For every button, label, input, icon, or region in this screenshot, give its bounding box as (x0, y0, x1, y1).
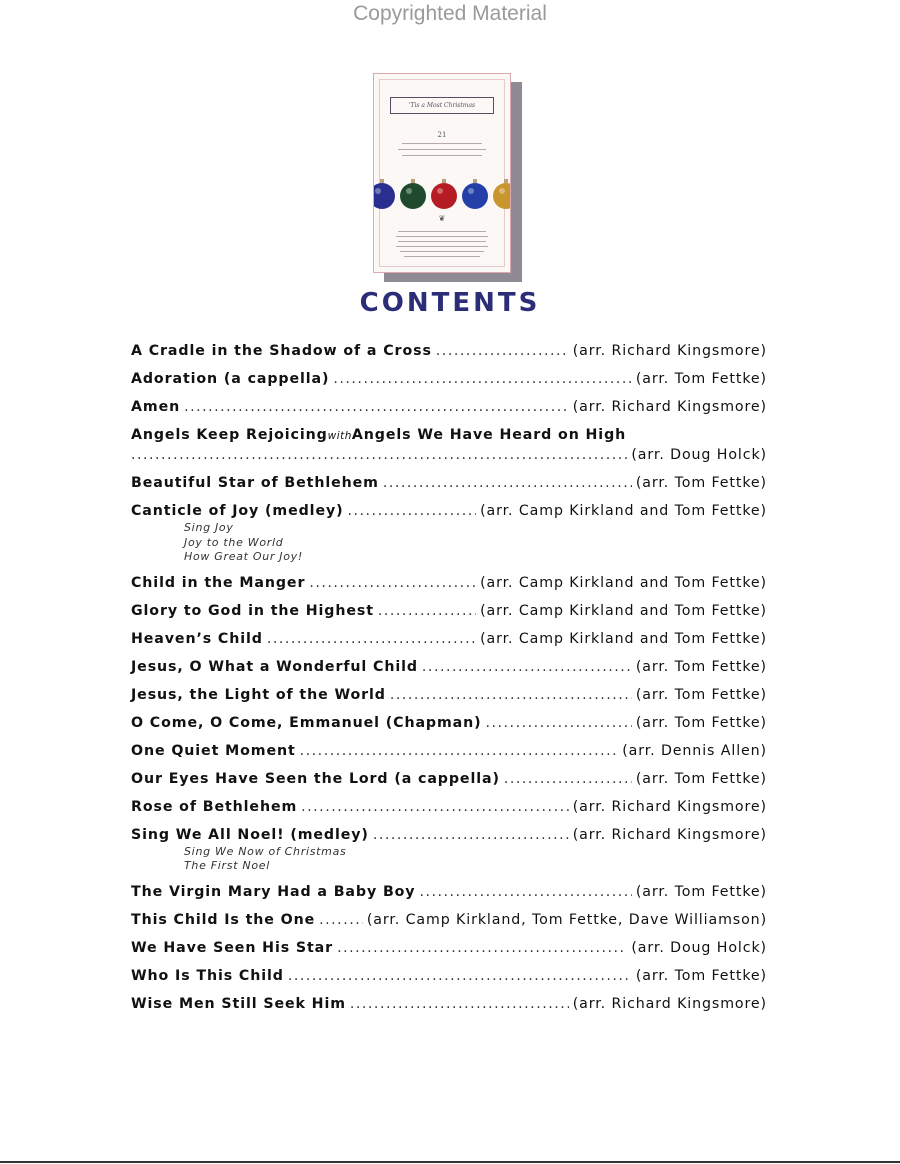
arranger-credit: (arr. Richard Kingsmore) (572, 343, 767, 359)
arranger-credit: (arr. Tom Fettke) (635, 770, 767, 787)
toc-entry (131, 398, 767, 417)
ornament-highlight (499, 188, 505, 194)
toc-leader-row (131, 446, 767, 465)
toc-entry (131, 826, 767, 874)
ornament-cap (380, 179, 384, 183)
dot-leader (486, 714, 632, 733)
song-title: O Come, O Come, Emmanuel (Chapman) (131, 714, 482, 731)
dot-leader (504, 770, 632, 789)
song-title: Angels Keep Rejoicing (131, 427, 328, 443)
song-title: Sing We All Noel! (medley) (131, 826, 369, 843)
dot-leader (300, 742, 619, 761)
song-title: Canticle of Joy (medley) (131, 503, 344, 519)
song-title: The Virgin Mary Had a Baby Boy (131, 883, 416, 900)
dot-leader (436, 342, 569, 361)
toc-row (131, 370, 767, 389)
ornament-ball (400, 183, 426, 209)
ornament-cap (473, 179, 477, 183)
dot-leader (419, 883, 631, 902)
dot-leader (390, 686, 632, 705)
ornament-cap (411, 179, 415, 183)
medley-song: How Great Our Joy! (184, 550, 304, 563)
arranger-credit: (arr. Doug Holck) (631, 447, 767, 463)
song-title: Glory to God in the Highest (131, 602, 374, 619)
toc-entry (131, 798, 767, 817)
ornament-ball (462, 183, 488, 209)
cover-text-line (398, 149, 486, 150)
toc-entry (131, 911, 767, 930)
dot-leader (348, 502, 477, 521)
toc-row (131, 658, 767, 677)
toc-entry (131, 342, 767, 361)
toc-entry (131, 770, 767, 789)
book-cover (373, 73, 511, 273)
dot-leader (301, 798, 569, 817)
dot-leader (319, 911, 363, 930)
toc-row (131, 911, 767, 930)
toc-row (131, 574, 767, 593)
cover-title-band (390, 97, 494, 114)
song-title: Wise Men Still Seek Him (131, 995, 346, 1012)
arranger-credit: (arr. Tom Fettke) (635, 658, 767, 675)
ornament-ball (493, 183, 511, 209)
toc-row (131, 939, 767, 958)
cover-text-line (400, 251, 484, 252)
medley-contents (131, 845, 767, 874)
song-title: Amen (131, 399, 181, 415)
toc-row (131, 883, 767, 902)
toc-row (131, 770, 767, 789)
song-title: A Cradle in the Shadow of a Cross (131, 343, 432, 359)
toc-entry (131, 602, 767, 621)
medley-song: The First Noel (184, 859, 270, 872)
toc-entry (131, 474, 767, 493)
ornament-ball (374, 183, 395, 209)
arranger-credit: (arr. Richard Kingsmore) (572, 798, 767, 815)
toc-title-row (131, 426, 767, 446)
dot-leader (422, 658, 632, 677)
toc-row (131, 686, 767, 705)
toc-row (131, 798, 767, 817)
dot-leader (184, 398, 569, 417)
ornament-ball (431, 183, 457, 209)
toc-entry (131, 742, 767, 761)
contents-heading: CONTENTS (359, 288, 541, 318)
ornament-cap (504, 179, 508, 183)
song-title: Adoration (a cappella) (131, 371, 330, 387)
dot-leader (373, 826, 569, 845)
title-joiner: with (327, 430, 352, 442)
dot-leader (131, 446, 627, 465)
toc-entry (131, 502, 767, 565)
cover-text-line (404, 256, 480, 257)
song-title: Heaven’s Child (131, 630, 263, 647)
page-bottom-rule (0, 1161, 900, 1163)
arranger-credit: (arr. Richard Kingsmore) (572, 826, 767, 843)
toc-row (131, 602, 767, 621)
ornament-highlight (375, 188, 381, 194)
table-of-contents (131, 342, 767, 1023)
toc-row (131, 995, 767, 1014)
cover-title: 'Tis a Most Christmas (408, 102, 476, 109)
toc-entry (131, 630, 767, 649)
song-title: We Have Seen His Star (131, 939, 334, 956)
song-title: Who Is This Child (131, 967, 284, 984)
dot-leader (383, 474, 632, 493)
arranger-credit: (arr. Tom Fettke) (635, 967, 767, 984)
toc-row (131, 967, 767, 986)
arranger-credit: (arr. Tom Fettke) (635, 714, 767, 731)
toc-entry (131, 370, 767, 389)
medley-song: Sing We Now of Christmas (184, 844, 347, 858)
song-title: Beautiful Star of Bethlehem (131, 475, 379, 491)
cover-text-line (398, 231, 486, 232)
medley-song: Joy to the World (184, 535, 284, 549)
toc-entry (131, 714, 767, 733)
arranger-credit: (arr. Camp Kirkland, Tom Fettke, Dave Williamson) (366, 911, 767, 928)
dot-leader (267, 630, 476, 649)
toc-row (131, 342, 767, 361)
cover-text-line (402, 155, 482, 156)
song-title: Our Eyes Have Seen the Lord (a cappella) (131, 770, 500, 787)
dot-leader (309, 574, 476, 593)
arranger-credit: (arr. Camp Kirkland and Tom Fettke) (480, 503, 767, 519)
song-title: One Quiet Moment (131, 742, 296, 759)
cover-text-line (398, 241, 486, 242)
cover-ornament-glyph: ❦ (438, 214, 446, 223)
medley-song: Sing Joy (184, 521, 234, 534)
arranger-credit: (arr. Tom Fettke) (635, 686, 767, 703)
toc-entry (131, 658, 767, 677)
arranger-credit: (arr. Dennis Allen) (622, 742, 767, 759)
toc-entry (131, 574, 767, 593)
song-title: Child in the Manger (131, 574, 306, 591)
arranger-credit: (arr. Tom Fettke) (635, 883, 767, 900)
toc-entry (131, 995, 767, 1014)
toc-row (131, 398, 767, 417)
song-title: This Child Is the One (131, 911, 316, 928)
arranger-credit: (arr. Richard Kingsmore) (572, 399, 767, 415)
dot-leader (337, 939, 627, 958)
arranger-credit: (arr. Richard Kingsmore) (572, 995, 767, 1012)
arranger-credit: (arr. Tom Fettke) (635, 371, 767, 387)
dot-leader (333, 370, 631, 389)
medley-contents (131, 521, 767, 565)
dot-leader (378, 602, 476, 621)
dot-leader (288, 967, 632, 986)
toc-row (131, 742, 767, 761)
toc-row (131, 474, 767, 493)
song-title-second: Angels We Have Heard on High (351, 427, 627, 443)
cover-numeral: 21 (437, 131, 447, 139)
cover-text-line (396, 236, 488, 237)
toc-entry (131, 883, 767, 902)
cover-text-line (396, 246, 488, 247)
ornament-highlight (468, 188, 474, 194)
cover-text-line (402, 143, 482, 144)
ornament-cap (442, 179, 446, 183)
toc-entry (131, 426, 767, 465)
arranger-credit: (arr. Tom Fettke) (635, 475, 767, 491)
toc-row (131, 826, 767, 845)
arranger-credit: (arr. Camp Kirkland and Tom Fettke) (480, 602, 767, 619)
toc-row (131, 714, 767, 733)
toc-entry (131, 686, 767, 705)
arranger-credit: (arr. Camp Kirkland and Tom Fettke) (480, 574, 767, 591)
toc-row (131, 630, 767, 649)
ornaments-illustration (374, 177, 511, 211)
song-title: Jesus, the Light of the World (131, 686, 386, 703)
toc-row (131, 502, 767, 521)
song-title: Jesus, O What a Wonderful Child (131, 658, 418, 675)
dot-leader (350, 995, 569, 1014)
toc-entry (131, 967, 767, 986)
song-title: Rose of Bethlehem (131, 798, 298, 815)
ornament-highlight (437, 188, 443, 194)
toc-entry (131, 939, 767, 958)
arranger-credit: (arr. Doug Holck) (631, 939, 767, 956)
arranger-credit: (arr. Camp Kirkland and Tom Fettke) (480, 630, 767, 647)
copyright-watermark: Copyrighted Material (353, 2, 547, 25)
ornament-highlight (406, 188, 412, 194)
